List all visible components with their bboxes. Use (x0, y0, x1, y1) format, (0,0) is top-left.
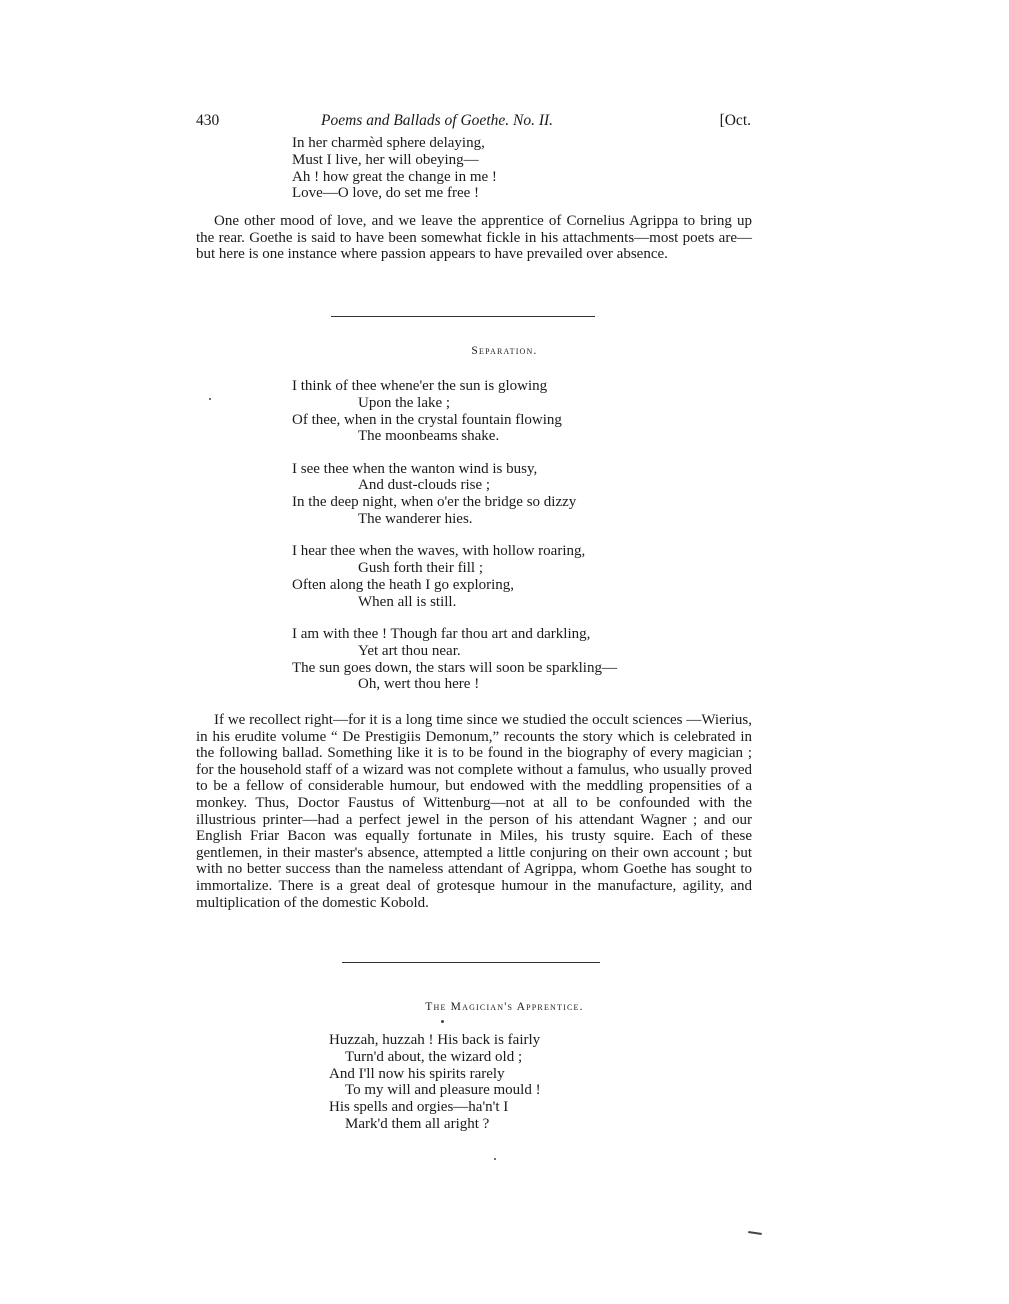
verse-line: When all is still. (358, 593, 457, 610)
verse-line: To my will and pleasure mould ! (345, 1082, 541, 1099)
paragraph-text: One other mood of love, and we leave the apprentice of Cornelius Agrippa to bring up the rear. Goethe is said to have been somewhat fickle in his attachments—most poets are—but here is one instance where passion appears to have prevailed over absence. (196, 213, 752, 263)
verse-line: In her charmèd sphere delaying, (292, 135, 485, 151)
verse-line: I hear thee when the waves, with hollow roaring, (292, 543, 586, 560)
main-paragraph (196, 712, 752, 911)
verse-line: Upon the lake ; (358, 394, 451, 411)
verse-line: I am with thee ! Though far thou art and darkling, (292, 626, 591, 643)
verse-line: The wanderer hies. (358, 511, 473, 528)
section-divider (331, 316, 595, 317)
ink-speck (209, 398, 211, 400)
poem-title-apprentice: The Magician's Apprentice. (425, 1001, 584, 1013)
page-number: 430 (196, 112, 220, 129)
poem-magicians-apprentice (329, 1032, 541, 1133)
verse-line: The sun goes down, the stars will soon be sparkling— (292, 659, 617, 676)
verse-line: Gush forth their fill ; (358, 560, 483, 577)
running-title: Poems and Ballads of Goethe. No. II. (321, 112, 554, 129)
section-divider (342, 962, 600, 963)
verse-line: In the deep night, when o'er the bridge so dizzy (292, 494, 577, 511)
verse-line: Of thee, when in the crystal fountain flowing (292, 411, 562, 428)
ink-speck (748, 1231, 762, 1235)
verse-line: And dust-clouds rise ; (358, 477, 491, 494)
verse-line: Often along the heath I go exploring, (292, 576, 515, 593)
ink-speck (441, 1020, 444, 1023)
paragraph-text: If we recollect right—for it is a long time since we studied the occult sciences —Wierius, in his erudite volume “ De Prestigiis Demonum,” recounts the story which is celebrated in the following ballad. Something like it is to be found in the biography of every magician ; for the household staff of a wizard was not complete without a famulus, who usually proved to be a fellow of considerable humour, but endowed with the meddling propensities of a monkey. Thus, Doctor Faustus of Wittenburg—not at all to be confounded with the illustrious printer—had a perfect jewel in the person of his attendant Wagner ; and our English Friar Bacon was equally fortunate in Miles, his trusty squire. Each of these gentlemen, in their master's absence, attempted a little conjuring on their own account ; but with no better success than the nameless attendant of Agrippa, whom Goethe has sought to immortalize. There is a great deal of grotesque humour in the manufacture, agility, and multiplication of the domestic Kobold. (196, 712, 752, 911)
running-header (196, 112, 751, 134)
verse-line: Mark'd them all aright ? (345, 1115, 490, 1132)
verse-line: Huzzah, huzzah ! His back is fairly (329, 1032, 541, 1048)
verse-line: And I'll now his spirits rarely (329, 1065, 505, 1082)
verse-line: Turn'd about, the wizard old ; (345, 1048, 523, 1065)
verse-line: I think of thee whene'er the sun is glowing (292, 378, 548, 394)
header-month: [Oct. (719, 112, 751, 129)
verse-line: Yet art thou near. (358, 642, 461, 659)
verse-line: I see thee when the wanton wind is busy, (292, 460, 538, 477)
ink-speck (494, 1158, 496, 1160)
verse-line: Must I live, her will obeying— (292, 151, 479, 168)
opening-verse (292, 135, 497, 202)
poem-separation (292, 378, 617, 693)
verse-line: His spells and orgies—ha'n't I (329, 1099, 509, 1116)
verse-line: Love—O love, do set me free ! (292, 185, 480, 202)
intro-paragraph (196, 213, 752, 263)
verse-line: Ah ! how great the change in me ! (292, 168, 497, 185)
verse-line: The moonbeams shake. (358, 428, 500, 445)
verse-line: Oh, wert thou here ! (358, 676, 480, 693)
poem-title-separation: Separation. (471, 345, 538, 357)
